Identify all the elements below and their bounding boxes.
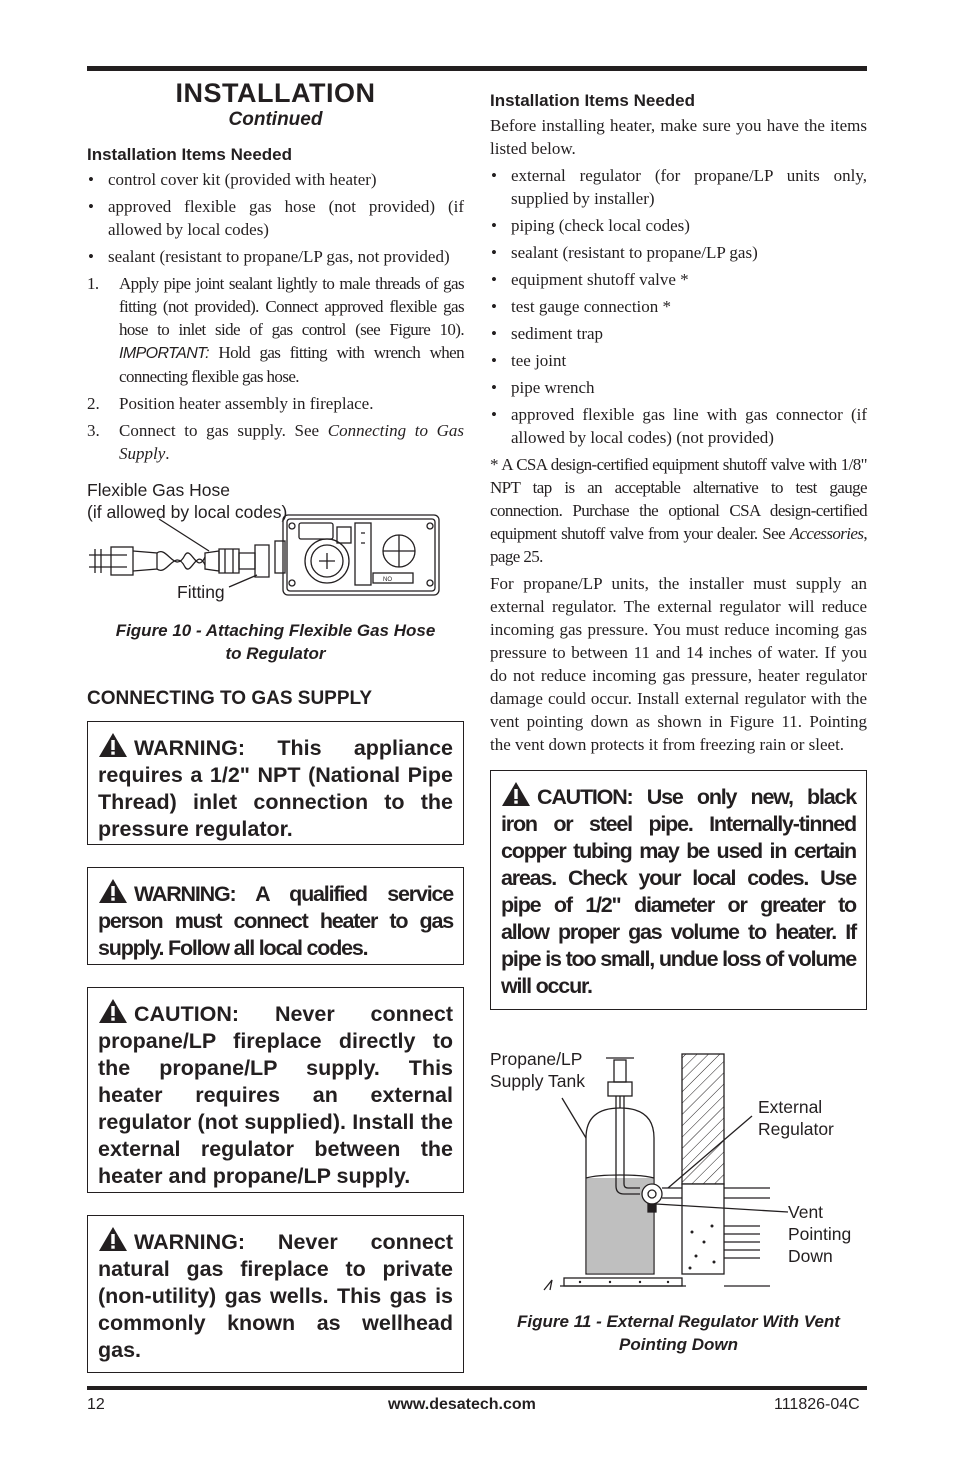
step-item (87, 272, 464, 388)
step-item (87, 392, 464, 415)
external-regulator-paragraph: For propane/LP units, the installer must supply an external regulator. The external regulator will reduce incoming gas pressure. You must reduce incoming gas pressure to between 11 and 14 inches of water. If you do not reduce incoming gas pressure, heater regulator damage could occur. Install external regulator with the vent pointing down as shown in Figure 11. Pointing the vent down protects it from freezing rain or sleet. (490, 574, 867, 754)
section-subtitle: Continued (228, 109, 323, 130)
warning-text: WARNING: This appliance requires a 1/2" NPT (National Pipe Thread) inlet connection to the pressure regulator. (98, 736, 453, 841)
caution-text: CAUTION: Never connect propane/LP fireplace directly to the propane/LP supply. This heater requires an external regulator (not supplied). Install the external regulator between the heater and propane/LP supply. (98, 1002, 453, 1188)
step-text-cont: Hold gas fitting with wrench when connecting flexible gas hose. (119, 343, 464, 386)
steps-list (87, 272, 464, 465)
page-number: 12 (87, 1396, 105, 1413)
bottom-rule (87, 1386, 867, 1390)
list-item: • pipe wrench (490, 376, 867, 399)
website-link[interactable]: www.desatech.com (388, 1396, 536, 1413)
list-item: • tee joint (490, 349, 867, 372)
list-item: • piping (check local codes) (490, 214, 867, 237)
hose-label-line1: Flexible Gas Hose (87, 480, 230, 500)
warning-text: WARNING: A qualified service person must connect heater to gas supply. Follow all local codes. (98, 882, 453, 960)
vent-label-line2: Pointing (788, 1224, 852, 1244)
caution-box-pipe (490, 770, 867, 1010)
items-heading-right: Installation Items Needed (490, 91, 695, 110)
warning-box-wellhead (87, 1215, 464, 1373)
warning-triangle-icon (501, 781, 531, 807)
step-number: 3. (87, 421, 100, 440)
list-item: • equipment shutoff valve * (490, 268, 867, 291)
items-heading-left: Installation Items Needed (87, 145, 292, 164)
figure-11-caption-line2: Pointing Down (619, 1335, 738, 1354)
list-item: • control cover kit (provided with heater) (87, 168, 464, 191)
list-item: • sealant (resistant to propane/LP gas) (490, 241, 867, 264)
regulator-hose-illustration (87, 479, 464, 611)
caution-text: CAUTION: Use only new, black iron or steel pipe. Internally-tinned copper tubing may be used in certain areas. Check your local codes. Use pipe of 1/2" diameter or greater to allow proper gas volume to heater. If pipe is too small, undue loss of volume will occur. (501, 785, 856, 998)
regulator-label-line2: Regulator (758, 1119, 834, 1139)
warning-triangle-icon (98, 998, 128, 1024)
list-item: • sediment trap (490, 322, 867, 345)
list-item: • external regulator (for propane/LP units only, supplied by installer) (490, 164, 867, 210)
tank-label-line1: Propane/LP (490, 1049, 583, 1069)
step-number: 1. (87, 274, 99, 293)
shutoff-valve-footnote: * A CSA design-certified equipment shutoff valve with 1/8" NPT tap is an acceptable alternative to test gauge connection. Purchase the optional CSA design-certified equipment shutoff valve from your dealer. See Accessories, page 25. (490, 455, 867, 566)
left-column (87, 78, 464, 1373)
step-text: Connect to gas supply. See (119, 421, 328, 440)
figure-11-caption-line1: Figure 11 - External Regulator With Vent (517, 1312, 840, 1331)
figure-10-caption-line1: Figure 10 - Attaching Flexible Gas Hose (115, 621, 436, 640)
list-item: • approved flexible gas line with gas connector (if allowed by local codes) (not provided) (490, 403, 867, 449)
figure-10 (87, 479, 464, 611)
items-intro: Before installing heater, make sure you have the items listed below. (490, 116, 867, 158)
list-item: • sealant (resistant to propane/LP gas, not provided) (87, 245, 464, 268)
warning-text: WARNING: Never connect natural gas fireplace to private (non-utility) gas wells. This gas is commonly known as wellhead gas. (98, 1230, 453, 1362)
important-label: IMPORTANT: (119, 345, 210, 362)
warning-box-qualified (87, 867, 464, 965)
warning-triangle-icon (98, 878, 128, 904)
accessories-reference: Accessories (789, 524, 864, 543)
hose-label-line2: (if allowed by local codes) (87, 502, 288, 522)
vent-label-line3: Down (788, 1246, 833, 1266)
caution-box-external-regulator (87, 987, 464, 1193)
step-text: Position heater assembly in fireplace. (119, 394, 374, 413)
step-item: 3. Connect to gas supply. See Connecting to Gas Supply. (87, 421, 464, 463)
step-number: 2. (87, 394, 100, 413)
figure-10-caption-line2: to Regulator (225, 644, 326, 663)
top-rule (87, 66, 867, 71)
section-title: INSTALLATION (175, 78, 376, 108)
fitting-label: Fitting (177, 582, 225, 602)
list-item: • test gauge connection * (490, 295, 867, 318)
svg-text:NO: NO (383, 577, 392, 583)
tank-label-line2: Supply Tank (490, 1071, 586, 1091)
warning-box-npt (87, 721, 464, 845)
items-list-left (87, 168, 464, 268)
regulator-label-line1: External (758, 1097, 823, 1117)
vent-label-line1: Vent (788, 1202, 824, 1222)
connecting-heading: CONNECTING TO GAS SUPPLY (87, 688, 373, 709)
warning-triangle-icon (98, 1226, 128, 1252)
items-list-right (490, 164, 867, 449)
warning-triangle-icon (98, 732, 128, 758)
step-text: Apply pipe joint sealant lightly to male threads of gas fitting (not provided). Connect approved flexible gas hose to inlet side of gas control (see Figure 10). (119, 274, 464, 339)
list-item: • approved flexible gas hose (not provided) (if allowed by local codes) (87, 195, 464, 241)
section-reference: Connecting to Gas Supply (119, 421, 464, 463)
document-number: 111826-04C (774, 1396, 860, 1413)
right-column (490, 90, 867, 1356)
figure-11 (490, 1046, 867, 1306)
